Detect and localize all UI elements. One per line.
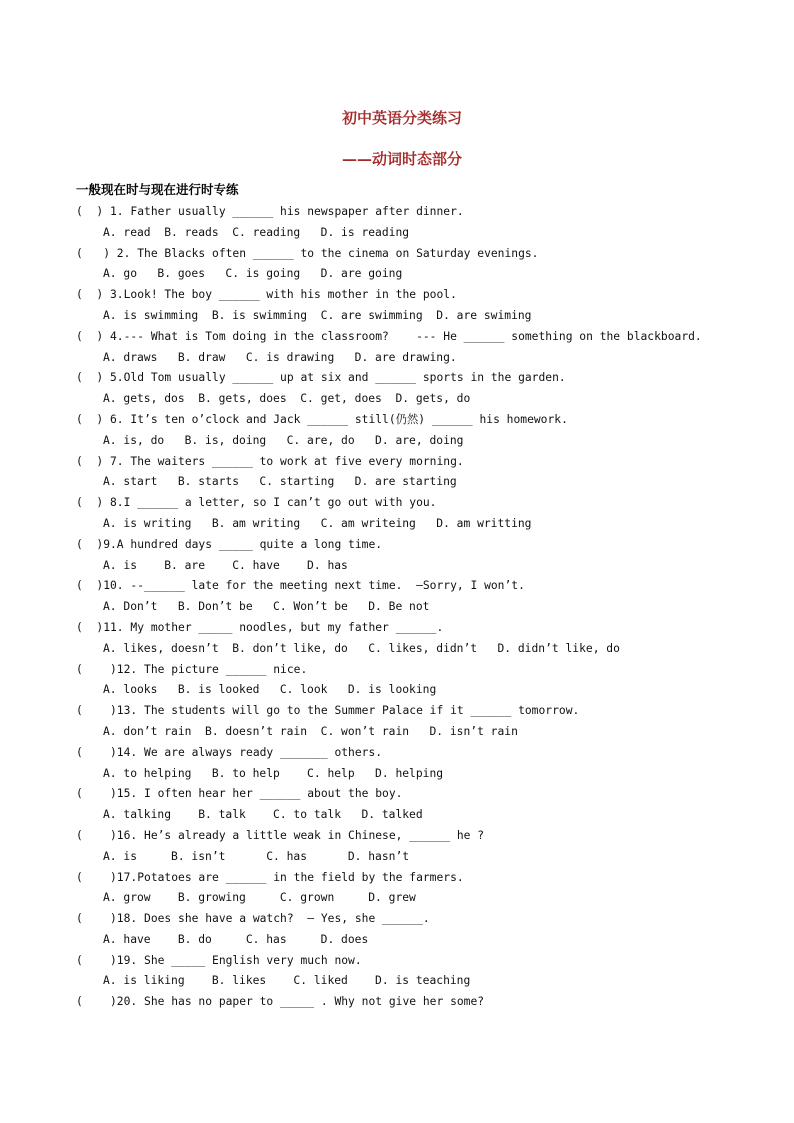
question-stem: ( ) 3.Look! The boy ______ with his mother in the pool. <box>76 288 457 302</box>
question-item <box>76 244 756 286</box>
question-options: A. looks B. is looked C. look D. is looking <box>103 683 437 697</box>
question-stem: ( ) 5.Old Tom usually ______ up at six and ______ sports in the garden. <box>76 371 566 385</box>
question-stem: ( )15. I often hear her ______ about the boy. <box>76 787 403 801</box>
question-item <box>76 368 756 410</box>
question-item <box>76 701 756 743</box>
question-options: A. talking B. talk C. to talk D. talked <box>103 808 423 822</box>
question-stem: ( )17.Potatoes are ______ in the field by the farmers. <box>76 870 464 884</box>
question-stem: ( ) 2. The Blacks often ______ to the cinema on Saturday evenings. <box>76 246 539 260</box>
question-stem: ( )12. The picture ______ nice. <box>76 662 308 676</box>
question-options: A. don’t rain B. doesn’t rain C. won’t rain D. isn’t rain <box>103 724 518 738</box>
question-item <box>76 285 756 327</box>
question-item <box>76 535 756 577</box>
question-stem: ( )11. My mother _____ noodles, but my father ______. <box>76 620 444 634</box>
document-subtitle: ——动词时态部分 <box>341 150 462 168</box>
question-options: A. is B. isn’t C. has D. hasn’t <box>103 849 410 863</box>
question-options: A. draws B. draw C. is drawing D. are drawing. <box>103 350 457 364</box>
question-options: A. is liking B. likes C. liked D. is teaching <box>103 974 471 988</box>
question-options: A. gets, dos B. gets, does C. get, does D. gets, do <box>103 392 471 406</box>
question-item <box>76 826 756 868</box>
question-stem: ( )10. --______ late for the meeting next time. –Sorry, I won’t. <box>76 579 525 593</box>
question-item <box>76 743 756 785</box>
question-stem: ( ) 7. The waiters ______ to work at five every morning. <box>76 454 464 468</box>
question-options: A. start B. starts C. starting D. are starting <box>103 475 457 489</box>
question-options: A. go B. goes C. is going D. are going <box>103 267 403 281</box>
question-item <box>76 618 756 660</box>
question-item <box>76 576 756 618</box>
question-item <box>76 327 756 369</box>
question-item <box>76 784 756 826</box>
question-item <box>76 951 756 993</box>
question-item <box>76 992 756 1013</box>
question-stem: ( )18. Does she have a watch? – Yes, she ______. <box>76 912 430 926</box>
question-stem: ( )16. He’s already a little weak in Chinese, ______ he ? <box>76 828 485 842</box>
question-stem: ( )13. The students will go to the Summer Palace if it ______ tomorrow. <box>76 704 580 718</box>
question-item <box>76 868 756 910</box>
question-options: A. likes, doesn’t B. don’t like, do C. likes, didn’t D. didn’t like, do <box>103 641 620 655</box>
question-item <box>76 410 756 452</box>
question-options: A. is swimming B. is swimming C. are swimming D. are swiming <box>103 308 532 322</box>
question-options: A. Don’t B. Don’t be C. Won’t be D. Be not <box>103 600 430 614</box>
question-stem: ( )19. She _____ English very much now. <box>76 953 362 967</box>
question-list <box>76 202 756 1013</box>
question-options: A. have B. do C. has D. does <box>103 932 369 946</box>
question-item <box>76 909 756 951</box>
question-options: A. grow B. growing C. grown D. grew <box>103 891 416 905</box>
question-options: A. is B. are C. have D. has <box>103 558 348 572</box>
question-item <box>76 660 756 702</box>
question-stem: ( ) 4.--- What is Tom doing in the classroom? --- He ______ something on the blackboard. <box>76 329 702 343</box>
question-options: A. read B. reads C. reading D. is reading <box>103 225 410 239</box>
question-stem: ( )9.A hundred days _____ quite a long time. <box>76 537 383 551</box>
question-item <box>76 452 756 494</box>
question-stem: ( ) 8.I ______ a letter, so I can’t go out with you. <box>76 496 437 510</box>
question-options: A. is, do B. is, doing C. are, do D. are, doing <box>103 433 464 447</box>
question-stem: ( )20. She has no paper to _____ . Why not give her some? <box>76 995 485 1009</box>
question-item <box>76 493 756 535</box>
question-stem: ( ) 6. It’s ten o’clock and Jack ______ still(仍然) ______ his homework. <box>76 412 568 426</box>
question-options: A. to helping B. to help C. help D. helping <box>103 766 444 780</box>
section-heading: 一般现在时与现在进行时专练 <box>76 182 239 197</box>
question-stem: ( )14. We are always ready _______ others. <box>76 745 383 759</box>
document-title: 初中英语分类练习 <box>341 109 462 127</box>
question-options: A. is writing B. am writing C. am writeing D. am writting <box>103 516 532 530</box>
question-stem: ( ) 1. Father usually ______ his newspaper after dinner. <box>76 205 464 218</box>
question-item <box>76 202 756 244</box>
